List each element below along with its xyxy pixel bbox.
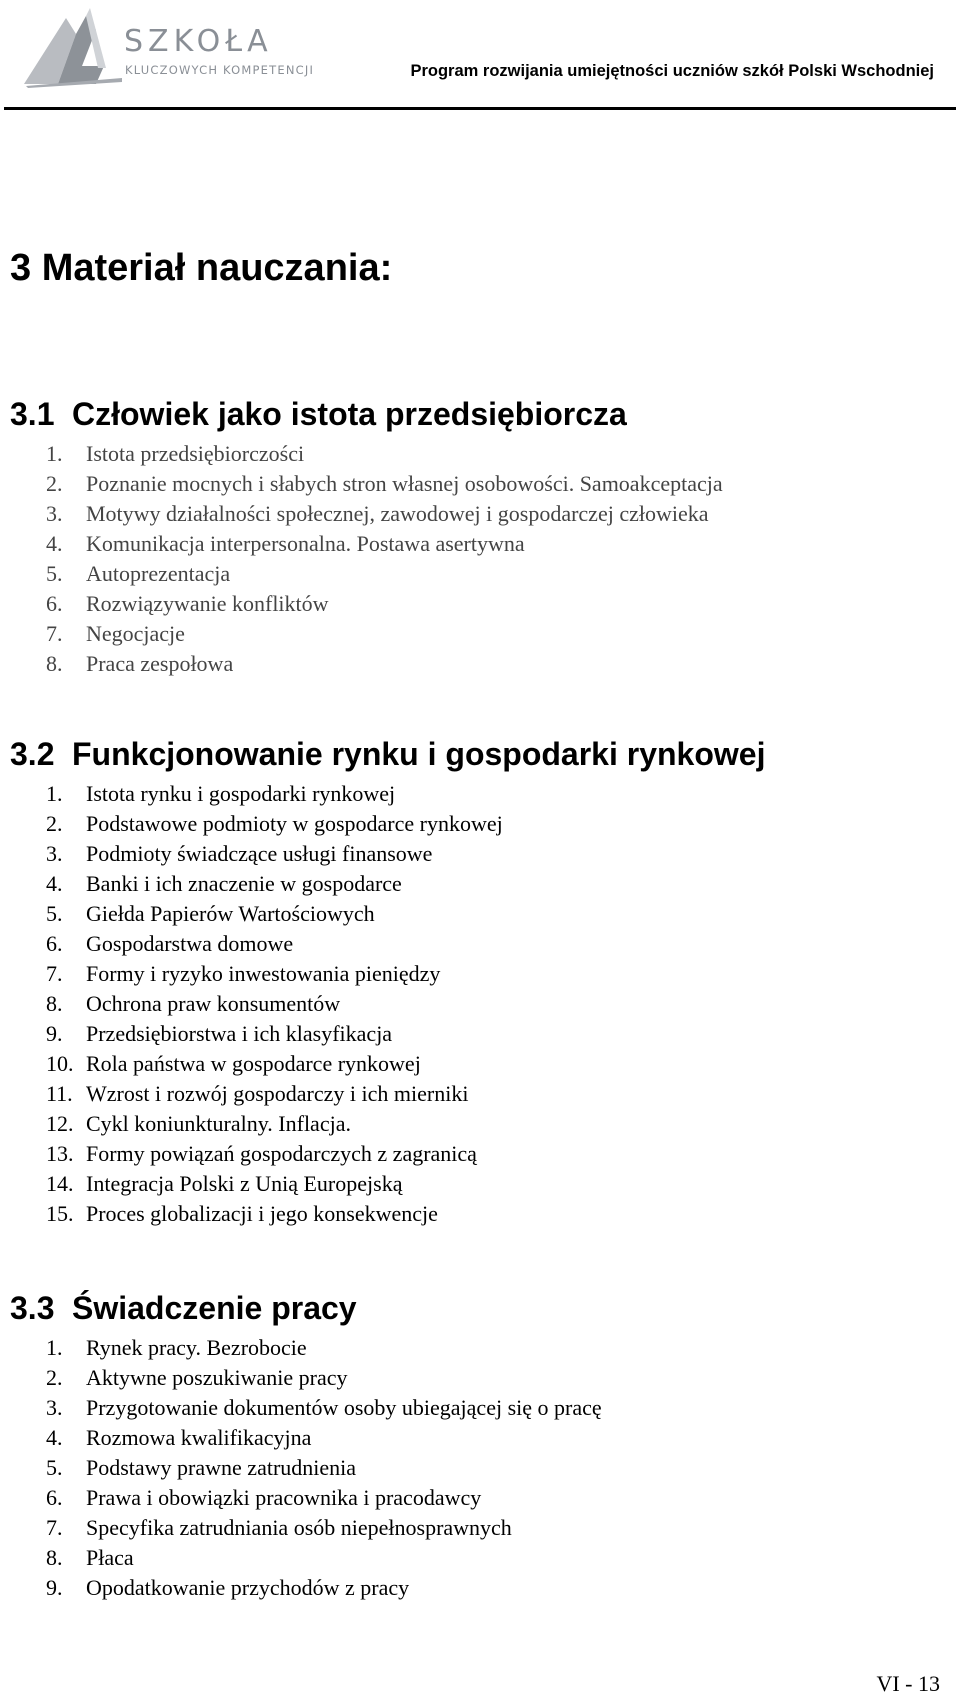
list-item (0, 1423, 960, 1453)
item-text: Istota rynku i gospodarki rynkowej (86, 781, 396, 806)
item-text: Przedsiębiorstwa i ich klasyfikacja (86, 1021, 393, 1046)
section-heading (10, 732, 960, 776)
item-number: 7. (46, 961, 63, 986)
item-text: Wzrost i rozwój gospodarczy i ich mierniki (86, 1081, 469, 1106)
item-text: Opodatkowanie przychodów z pracy (86, 1575, 410, 1600)
item-text: Płaca (86, 1545, 134, 1570)
item-number: 1. (46, 441, 63, 466)
topic-list (0, 1333, 960, 1603)
item-text: Rozwiązywanie konfliktów (86, 591, 329, 616)
item-text: Formy powiązań gospodarczych z zagranicą (86, 1141, 477, 1166)
item-text: Ochrona praw konsumentów (86, 991, 341, 1016)
item-number: 4. (46, 871, 63, 896)
item-text: Gospodarstwa domowe (86, 931, 294, 956)
list-item (0, 929, 960, 959)
item-number: 5. (46, 561, 63, 586)
item-text: Rynek pracy. Bezrobocie (86, 1335, 307, 1360)
logo-subtitle: KLUCZOWYCH KOMPETENCJI (125, 63, 315, 77)
list-item (0, 1543, 960, 1573)
item-number: 5. (46, 1455, 63, 1480)
item-number: 6. (46, 1485, 63, 1510)
list-item (0, 1079, 960, 1109)
section-title: Człowiek jako istota przedsiębiorcza (72, 396, 627, 432)
item-number: 5. (46, 901, 63, 926)
item-number: 1. (46, 781, 63, 806)
section-number: 3.3 (10, 1290, 55, 1326)
item-text: Integracja Polski z Unią Europejską (86, 1171, 403, 1196)
item-number: 11. (46, 1081, 73, 1106)
list-item (0, 839, 960, 869)
list-item (0, 809, 960, 839)
item-number: 6. (46, 931, 63, 956)
item-number: 7. (46, 1515, 63, 1540)
item-text: Formy i ryzyko inwestowania pieniędzy (86, 961, 441, 986)
section-title: Świadczenie pracy (72, 1290, 357, 1326)
list-item (0, 1483, 960, 1513)
item-number: 3. (46, 1395, 63, 1420)
item-number: 15. (46, 1201, 74, 1226)
item-number: 12. (46, 1111, 74, 1136)
list-item (0, 1513, 960, 1543)
mountain-logo-icon (24, 6, 124, 88)
item-number: 8. (46, 991, 63, 1016)
item-number: 2. (46, 1365, 63, 1390)
item-number: 1. (46, 1335, 63, 1360)
section-heading (10, 392, 960, 436)
list-item (0, 1333, 960, 1363)
section-number: 3.2 (10, 736, 55, 772)
topic-list (0, 439, 960, 679)
item-number: 4. (46, 531, 63, 556)
logo-name: SZKOŁA (124, 24, 273, 59)
item-text: Prawa i obowiązki pracownika i pracodawcy (86, 1485, 482, 1510)
item-text: Aktywne poszukiwanie pracy (86, 1365, 348, 1390)
list-item (0, 559, 960, 589)
item-number: 8. (46, 651, 63, 676)
item-text: Autoprezentacja (86, 561, 231, 586)
item-text: Poznanie mocnych i słabych stron własnej osobowości. Samoakceptacja (86, 471, 723, 496)
item-text: Cykl koniunkturalny. Inflacja. (86, 1111, 351, 1136)
list-item (0, 499, 960, 529)
item-text: Podstawy prawne zatrudnienia (86, 1455, 357, 1480)
list-item (0, 529, 960, 559)
item-number: 9. (46, 1021, 63, 1046)
section-title: Funkcjonowanie rynku i gospodarki rynkowej (72, 736, 766, 772)
list-item (0, 469, 960, 499)
item-number: 3. (46, 501, 63, 526)
item-number: 3. (46, 841, 63, 866)
section-3-3 (0, 1286, 960, 1603)
item-text: Giełda Papierów Wartościowych (86, 901, 375, 926)
list-item (0, 589, 960, 619)
list-item (0, 1019, 960, 1049)
list-item (0, 649, 960, 679)
school-logo (24, 6, 324, 88)
item-number: 7. (46, 621, 63, 646)
item-number: 14. (46, 1171, 74, 1196)
item-text: Motywy działalności społecznej, zawodowej i gospodarczej człowieka (86, 501, 709, 526)
item-text: Negocjacje (86, 621, 185, 646)
item-number: 9. (46, 1575, 63, 1600)
section-3-2 (0, 732, 960, 1229)
page-header (0, 0, 960, 112)
list-item (0, 869, 960, 899)
item-text: Rola państwa w gospodarce rynkowej (86, 1051, 421, 1076)
list-item (0, 1363, 960, 1393)
item-text: Przygotowanie dokumentów osoby ubiegającej się o pracę (86, 1395, 602, 1420)
item-text: Specyfika zatrudniania osób niepełnosprawnych (86, 1515, 512, 1540)
item-text: Podmioty świadczące usługi finansowe (86, 841, 433, 866)
item-text: Rozmowa kwalifikacyjna (86, 1425, 312, 1450)
item-number: 13. (46, 1141, 74, 1166)
list-item (0, 1139, 960, 1169)
section-heading (10, 1286, 960, 1330)
item-number: 2. (46, 471, 63, 496)
list-item (0, 1199, 960, 1229)
list-item (0, 1109, 960, 1139)
list-item (0, 1049, 960, 1079)
list-item (0, 1453, 960, 1483)
list-item (0, 439, 960, 469)
list-item (0, 899, 960, 929)
list-item (0, 959, 960, 989)
item-number: 6. (46, 591, 63, 616)
page-title: 3 Materiał nauczania: (10, 247, 393, 289)
item-text: Praca zespołowa (86, 651, 234, 676)
section-number: 3.1 (10, 396, 55, 432)
list-item (0, 1393, 960, 1423)
list-item (0, 1573, 960, 1603)
program-name: Program rozwijania umiejętności uczniów szkół Polski Wschodniej (410, 62, 934, 80)
list-item (0, 1169, 960, 1199)
item-number: 4. (46, 1425, 63, 1450)
header-rule (4, 107, 956, 110)
topic-list (0, 779, 960, 1229)
section-3-1 (0, 392, 960, 679)
item-text: Proces globalizacji i jego konsekwencje (86, 1201, 438, 1226)
page-number: VI - 13 (876, 1671, 940, 1696)
item-text: Istota przedsiębiorczości (86, 441, 305, 466)
item-text: Podstawowe podmioty w gospodarce rynkowej (86, 811, 503, 836)
list-item (0, 779, 960, 809)
item-number: 2. (46, 811, 63, 836)
item-text: Banki i ich znaczenie w gospodarce (86, 871, 402, 896)
list-item (0, 989, 960, 1019)
list-item (0, 619, 960, 649)
item-number: 10. (46, 1051, 74, 1076)
item-number: 8. (46, 1545, 63, 1570)
item-text: Komunikacja interpersonalna. Postawa asertywna (86, 531, 525, 556)
